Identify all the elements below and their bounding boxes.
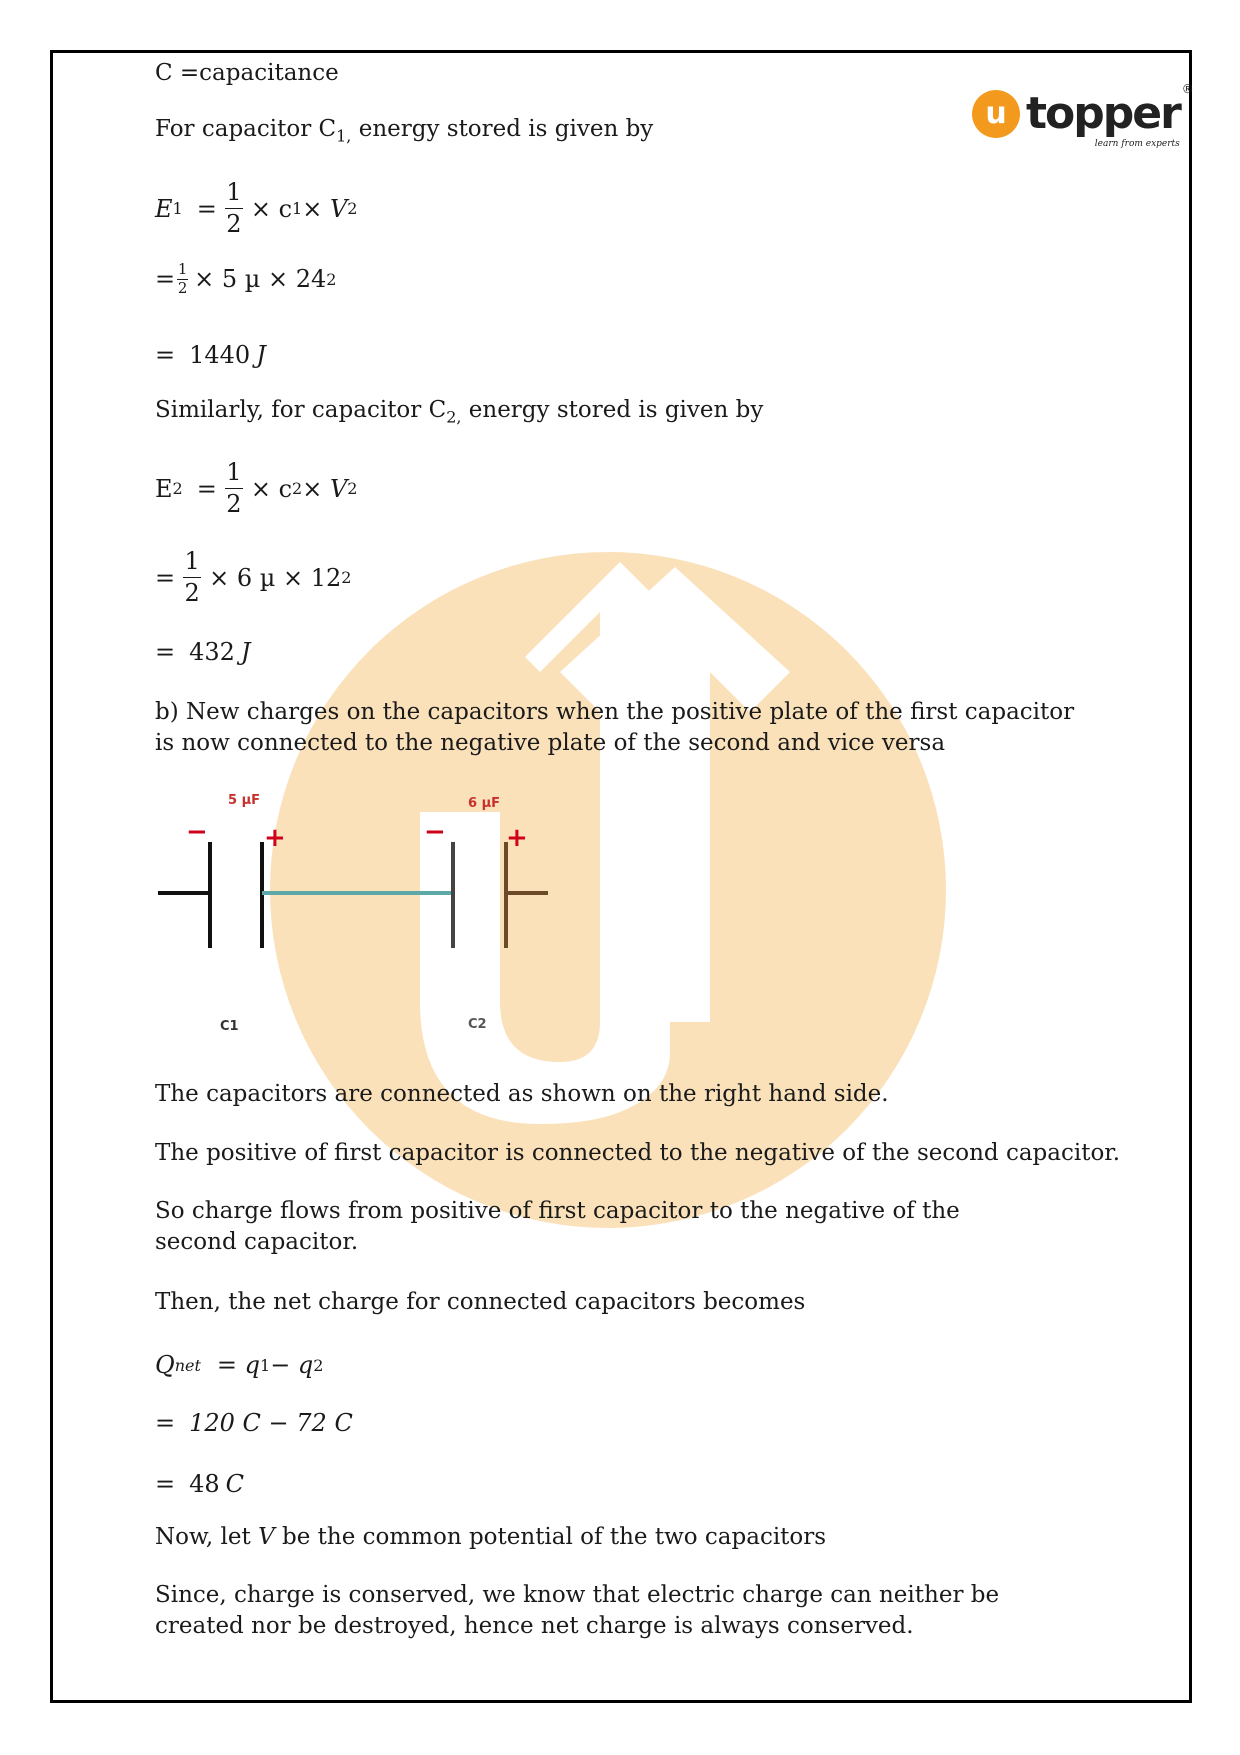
c2-label: C2 — [468, 1017, 487, 1032]
result-unit: J — [256, 341, 266, 369]
c2-minus-sign: − — [424, 817, 446, 847]
c1-minus-sign: − — [186, 817, 208, 847]
eq-body: × 6 µ × 12 — [209, 563, 342, 592]
topper-wordmark — [1026, 82, 1194, 149]
eq-body: 120 C − 72 C — [189, 1409, 353, 1437]
c1-label: C1 — [220, 1019, 239, 1034]
result-value: 432 — [189, 638, 235, 666]
eq-term: × c — [250, 194, 293, 223]
eq-lhs: Q — [155, 1351, 175, 1379]
result-unit: J — [240, 638, 251, 666]
eq-sup: 2 — [341, 568, 352, 588]
intro-text: For capacitor C — [155, 116, 337, 142]
equation-q-result — [155, 1470, 244, 1498]
frac-num: 1 — [226, 458, 242, 486]
eq-lhs-sub: net — [174, 1355, 201, 1375]
eq-sup: 2 — [326, 269, 337, 289]
result-unit: C — [225, 1470, 245, 1498]
part-b-heading: b) New charges on the capacitors when the positive plate of the first capacitor is now connected to the negative plate of the second and vice versa — [155, 699, 1075, 756]
eq-equals: = — [196, 194, 217, 223]
eq-q1: = q — [216, 1351, 260, 1379]
eq-body: × 5 µ × 24 — [194, 265, 327, 294]
result-value: 1440 — [189, 341, 251, 369]
equation-q-values — [155, 1409, 353, 1437]
para-net-charge: Then, the net charge for connected capacitors becomes — [155, 1289, 806, 1315]
eq-equals: = — [196, 474, 217, 503]
eq-lhs-sub: 1 — [172, 199, 183, 219]
equation-q-net — [155, 1351, 323, 1379]
para-connected: The capacitors are connected as shown on the right hand side. — [155, 1081, 889, 1107]
intro-text-end: energy stored is given by — [461, 397, 764, 423]
eq-term-sup: 2 — [347, 199, 358, 219]
eq-q2-sub: 2 — [313, 1355, 324, 1375]
c2-plus-sign: + — [506, 823, 528, 853]
eq-q1-sub: 1 — [260, 1355, 271, 1375]
equation-e1-substitution — [155, 262, 336, 297]
eq-equals: = — [155, 563, 176, 592]
intro-subscript: 2, — [446, 407, 462, 427]
eq-term-v: × V — [302, 194, 348, 223]
fraction-half — [225, 460, 243, 517]
eq-q2: − q — [270, 1351, 314, 1379]
text-var: V — [258, 1524, 275, 1550]
energy-c2-intro — [155, 395, 763, 433]
capacitor-circuit-diagram — [150, 780, 570, 1050]
frac-num: 1 — [184, 547, 200, 575]
equation-e2-substitution — [155, 549, 351, 606]
capacitance-definition: C =capacitance — [155, 60, 339, 86]
para-charge-flow: So charge flows from positive of first capacitor to the negative of the second capacitor. — [155, 1198, 960, 1255]
fraction-half-small — [177, 262, 188, 297]
logo-word-text: topper — [1026, 88, 1180, 139]
eq-term-sub: 2 — [292, 479, 303, 499]
intro-text: Similarly, for capacitor C — [155, 397, 447, 423]
topper-logo[interactable] — [972, 82, 1194, 149]
frac-num: 1 — [226, 178, 242, 206]
para-common-potential — [155, 1522, 826, 1553]
equation-e1-result — [155, 341, 266, 369]
frac-den: 2 — [226, 210, 242, 239]
eq-equals: = — [155, 265, 176, 294]
result-value: 48 — [189, 1470, 220, 1498]
equation-e2-result — [155, 638, 251, 666]
eq-term-sup: 2 — [347, 479, 358, 499]
eq-lhs: E — [155, 474, 173, 503]
text-pre: Now, let — [155, 1524, 259, 1550]
eq-equals: = — [155, 1409, 176, 1437]
eq-equals: = — [155, 341, 176, 369]
c2-value-label: 6 µF — [468, 796, 501, 811]
text-post: be the common potential of the two capacitors — [274, 1524, 827, 1550]
eq-lhs-sub: 2 — [172, 479, 183, 499]
eq-lhs: E — [155, 194, 173, 223]
logo-tagline: learn from experts — [1094, 139, 1180, 149]
frac-den: 2 — [177, 278, 188, 297]
energy-c1-intro — [155, 114, 653, 152]
fraction-half — [183, 549, 201, 606]
eq-equals: = — [155, 1470, 176, 1498]
para-positive: The positive of first capacitor is connected to the negative of the second capacitor. — [155, 1140, 1121, 1166]
frac-den: 2 — [226, 490, 242, 519]
eq-term-v: × V — [302, 474, 348, 503]
eq-equals: = — [155, 638, 176, 666]
frac-num: 1 — [177, 260, 188, 278]
eq-term-sub: 1 — [292, 199, 303, 219]
eq-term: × c — [250, 474, 293, 503]
equation-e1 — [155, 180, 357, 237]
c1-value-label: 5 µF — [228, 793, 261, 808]
intro-text-end: energy stored is given by — [351, 116, 654, 142]
fraction-half — [225, 180, 243, 237]
para-charge-conserved: Since, charge is conserved, we know that electric charge can neither be created nor be destroyed, hence net charge is always conserved. — [155, 1582, 1000, 1639]
equation-e2 — [155, 460, 357, 517]
c1-plus-sign: + — [264, 823, 286, 853]
topper-u-icon: u — [972, 90, 1020, 138]
intro-subscript: 1, — [336, 126, 352, 146]
logo-registered-mark: ® — [1181, 82, 1194, 96]
frac-den: 2 — [184, 579, 200, 608]
